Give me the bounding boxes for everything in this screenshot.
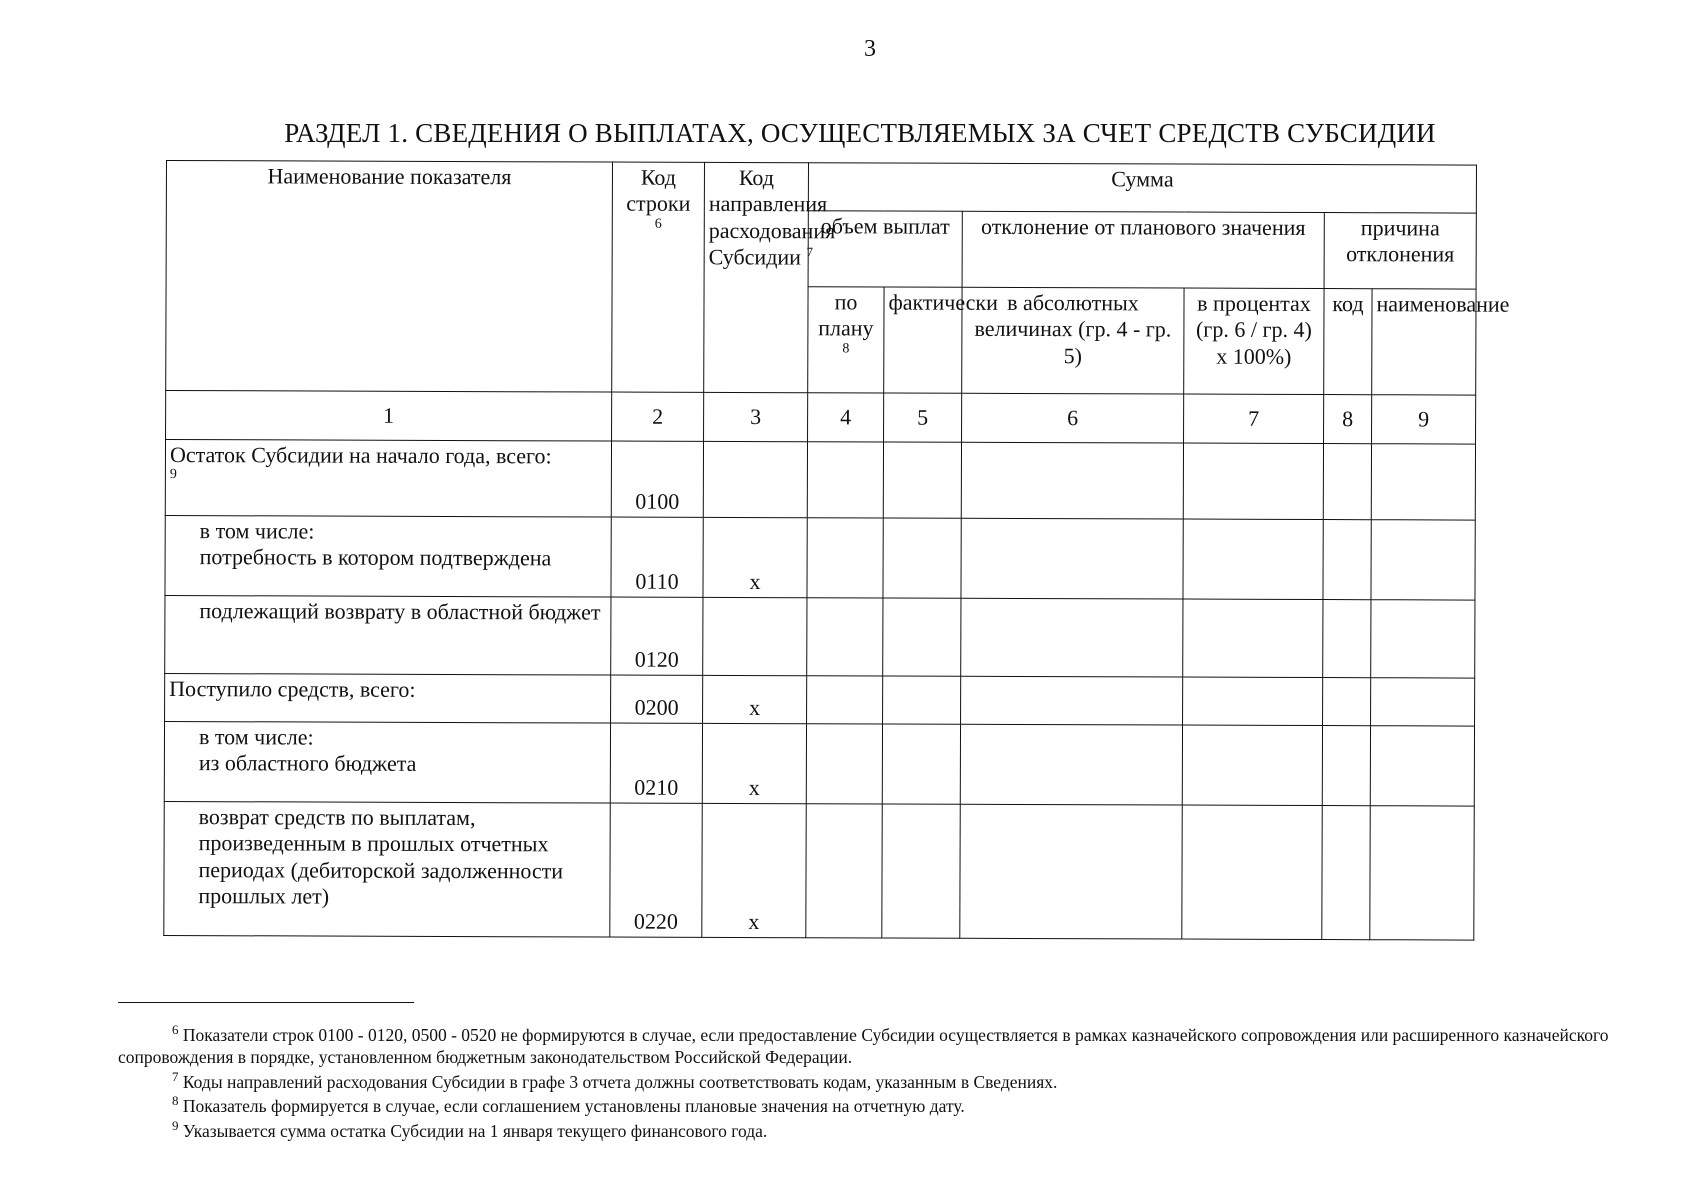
cell-absolute bbox=[961, 518, 1183, 599]
column-number: 8 bbox=[1324, 395, 1372, 444]
column-number: 9 bbox=[1372, 395, 1476, 444]
footnote-6 bbox=[118, 1022, 1618, 1069]
cell-actual bbox=[883, 598, 961, 676]
footnote-9 bbox=[118, 1118, 1618, 1143]
table-row bbox=[165, 440, 1475, 521]
column-numbers-row bbox=[166, 391, 1476, 445]
cell-actual bbox=[882, 724, 960, 804]
page-number: 3 bbox=[864, 36, 876, 62]
header-reason-code: код bbox=[1324, 289, 1372, 395]
row-code: 0110 bbox=[611, 517, 703, 597]
cell-reason-name bbox=[1371, 678, 1475, 726]
row-direction bbox=[703, 441, 807, 517]
footnotes bbox=[118, 1022, 1618, 1143]
footnote-number: 8 bbox=[172, 1093, 179, 1109]
header-sum: Сумма bbox=[808, 163, 1476, 213]
footnote-number: 7 bbox=[172, 1068, 179, 1084]
column-number: 6 bbox=[962, 393, 1184, 443]
row-name: подлежащий возврату в областной бюджет bbox=[165, 595, 611, 675]
column-number: 4 bbox=[808, 393, 884, 442]
header-name: Наименование показателя bbox=[166, 161, 613, 393]
row-direction: x bbox=[702, 803, 806, 937]
footnote-ref-7: 7 bbox=[806, 244, 814, 260]
row-code: 0220 bbox=[610, 803, 702, 937]
cell-reason-code bbox=[1322, 806, 1370, 940]
footnote-text: Указывается сумма остатка Субсидии на 1 января текущего финансового года. bbox=[182, 1120, 768, 1141]
column-number: 1 bbox=[166, 391, 612, 442]
footnote-text: Показатели строк 0100 - 0120, 0500 - 0520 не формируются в случае, если предоставление Субсидии осуществляется в рамках казначейского сопровождения или расширенного казначейского сопровождения в порядке, установленном бюджетным законодательством Российской Федерации. bbox=[118, 1024, 1609, 1067]
header-deviation: отклонение от планового значения bbox=[962, 211, 1324, 288]
cell-plan bbox=[807, 598, 883, 676]
cell-absolute bbox=[961, 676, 1183, 725]
cell-reason-name bbox=[1371, 520, 1475, 600]
header-absolute: в абсолютных величинах (гр. 4 - гр. 5) bbox=[962, 287, 1184, 394]
header-actual: фактически bbox=[884, 287, 962, 393]
row-name: в том числе: из областного бюджета bbox=[164, 721, 610, 803]
header-payments-volume: объем выплат bbox=[808, 211, 962, 288]
cell-reason-code bbox=[1322, 726, 1370, 806]
header-direction-code-label: Код направления расходования Субсидии bbox=[708, 164, 836, 270]
table-row bbox=[165, 673, 1475, 726]
cell-absolute bbox=[960, 724, 1182, 805]
cell-actual bbox=[883, 676, 961, 724]
cell-percent bbox=[1182, 805, 1322, 939]
table-row bbox=[164, 721, 1474, 806]
cell-plan bbox=[806, 724, 882, 804]
cell-percent bbox=[1183, 677, 1323, 725]
row-code: 0100 bbox=[611, 441, 703, 517]
column-number: 3 bbox=[704, 392, 808, 441]
footnote-7 bbox=[118, 1069, 1618, 1094]
row-code: 0210 bbox=[610, 723, 702, 803]
header-plan bbox=[808, 287, 884, 393]
row-name-label: Остаток Субсидии на начало года, всего: bbox=[169, 442, 552, 469]
row-name: Поступило средств, всего: bbox=[165, 673, 611, 723]
row-code: 0200 bbox=[611, 675, 703, 723]
footnote-text: Коды направлений расходования Субсидии в графе 3 отчета должны соответствовать кодам, указанным в Сведениях. bbox=[182, 1071, 1058, 1092]
cell-actual bbox=[883, 518, 961, 598]
cell-absolute bbox=[960, 804, 1182, 939]
cell-absolute bbox=[961, 598, 1183, 677]
cell-reason-code bbox=[1323, 678, 1371, 726]
row-name: возврат средств по выплатам, произведенным в прошлых отчетных периодах (дебиторской задолженности прошлых лет) bbox=[164, 801, 610, 937]
column-number: 2 bbox=[612, 392, 704, 441]
row-code: 0120 bbox=[611, 597, 703, 675]
header-row-code-label: Код строки bbox=[626, 164, 691, 217]
row-direction: x bbox=[703, 675, 807, 723]
cell-plan bbox=[807, 442, 883, 518]
row-name bbox=[165, 440, 611, 518]
row-name: в том числе: потребность в котором подтверждена bbox=[165, 515, 611, 597]
footnote-ref-9: 9 bbox=[169, 467, 177, 483]
section-title: РАЗДЕЛ 1. СВЕДЕНИЯ О ВЫПЛАТАХ, ОСУЩЕСТВЛЯЕМЫХ ЗА СЧЕТ СРЕДСТВ СУБСИДИИ bbox=[284, 118, 1436, 148]
header-reason: причина отклонения bbox=[1324, 213, 1476, 290]
header-direction-code bbox=[704, 162, 836, 392]
table-row bbox=[165, 515, 1475, 600]
cell-reason-name bbox=[1370, 726, 1474, 806]
row-direction bbox=[703, 597, 807, 675]
column-number: 5 bbox=[884, 393, 962, 442]
cell-plan bbox=[806, 804, 882, 938]
payments-table bbox=[163, 160, 1510, 941]
row-direction: x bbox=[703, 517, 807, 597]
cell-percent bbox=[1183, 599, 1323, 677]
cell-percent bbox=[1183, 519, 1323, 599]
cell-plan bbox=[807, 518, 883, 598]
cell-reason-name bbox=[1371, 444, 1475, 520]
footnote-number: 6 bbox=[172, 1022, 179, 1037]
footnote-ref-8: 8 bbox=[842, 341, 850, 357]
header-reason-name: наименование bbox=[1372, 289, 1476, 395]
cell-reason-name bbox=[1371, 600, 1475, 678]
cell-actual bbox=[883, 442, 961, 518]
footnote-separator bbox=[118, 1002, 414, 1003]
footnote-8 bbox=[118, 1093, 1618, 1118]
footnote-number: 9 bbox=[172, 1117, 179, 1133]
footnote-text: Показатель формируется в случае, если соглашением установлены плановые значения на отчетную дату. bbox=[182, 1096, 965, 1117]
header-percent: в процентах (гр. 6 / гр. 4) x 100%) bbox=[1184, 288, 1324, 394]
cell-actual bbox=[882, 804, 960, 938]
cell-absolute bbox=[961, 442, 1183, 519]
cell-percent bbox=[1182, 725, 1322, 805]
footnote-ref-6: 6 bbox=[654, 216, 662, 232]
cell-reason-code bbox=[1323, 520, 1371, 600]
table-row bbox=[164, 801, 1475, 940]
cell-reason-name bbox=[1370, 806, 1475, 940]
header-row-code bbox=[612, 162, 705, 392]
header-plan-label: по плану bbox=[818, 289, 874, 341]
row-direction: x bbox=[702, 723, 806, 803]
cell-percent bbox=[1183, 443, 1323, 519]
cell-reason-code bbox=[1323, 444, 1371, 520]
cell-plan bbox=[807, 676, 883, 724]
cell-reason-code bbox=[1323, 600, 1371, 678]
column-number: 7 bbox=[1184, 394, 1324, 443]
table-row bbox=[165, 595, 1475, 678]
